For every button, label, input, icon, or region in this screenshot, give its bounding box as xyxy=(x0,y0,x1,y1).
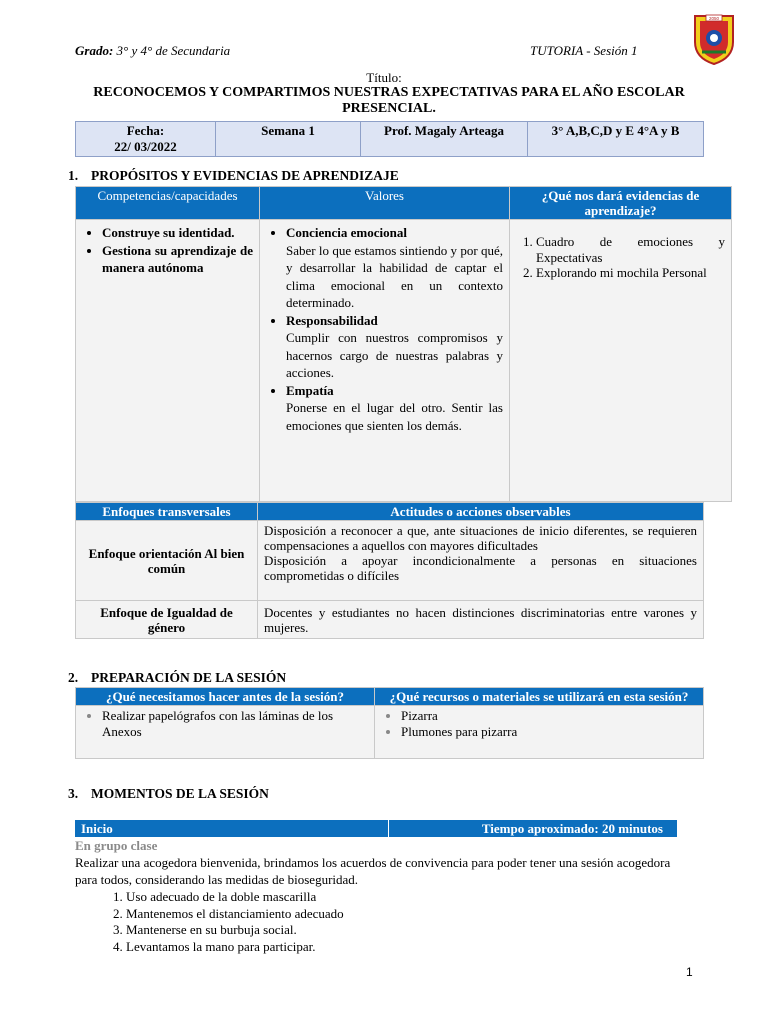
action-line: Disposición a reconocer a que, ante situaciones de inicio diferentes, se requieren compensaciones a aquellos con mayores dificultades xyxy=(264,523,697,553)
enfoques-table xyxy=(75,502,704,639)
value-name: Empatía xyxy=(286,382,334,398)
steps-list xyxy=(75,889,344,955)
week-cell: Semana 1 xyxy=(216,122,361,157)
list-item: • Pizarra xyxy=(401,708,697,724)
session-info-table xyxy=(75,121,704,157)
evidencias-cell xyxy=(510,220,732,502)
recursos-cell xyxy=(375,706,704,759)
date-cell xyxy=(76,122,216,157)
competencias-header: Competencias/capacidades xyxy=(76,187,260,220)
value-desc: Ponerse en el lugar del otro. Sentir las emociones que sienten los demás. xyxy=(286,400,503,433)
list-item xyxy=(286,224,503,312)
teacher-cell: Prof. Magaly Arteaga xyxy=(361,122,528,157)
list-item xyxy=(286,312,503,382)
action-line: Docentes y estudiantes no hacen distinciones discriminatorias entre varones y mujeres. xyxy=(264,604,697,635)
value-name: Conciencia emocional xyxy=(286,225,407,240)
list-item: • Realizar papelógrafos con las láminas de los Anexos xyxy=(102,708,368,740)
section-1-number: 1. xyxy=(68,168,79,183)
grade-value: 3° y 4° de Secundaria xyxy=(113,43,231,58)
list-item: • Construye su identidad. xyxy=(102,224,253,242)
grades-cell: 3° A,B,C,D y E 4°A y B xyxy=(528,122,704,157)
date-label: Fecha: xyxy=(126,123,165,138)
enfoque-label: Enfoque de Igualdad de género xyxy=(76,601,258,639)
actitudes-header: Actitudes o acciones observables xyxy=(258,503,704,521)
section-3-title: MOMENTOS DE LA SESIÓN xyxy=(91,786,269,801)
svg-text:2050: 2050 xyxy=(708,16,720,21)
antes-header: ¿Qué necesitamos hacer antes de la sesión? xyxy=(76,688,375,706)
page-title: RECONOCEMOS Y COMPARTIMOS NUESTRAS EXPECTATIVAS PARA EL AÑO ESCOLAR PRESENCIAL. xyxy=(93,85,685,116)
page-number: 1 xyxy=(686,965,693,979)
section-2-title: PREPARACIÓN DE LA SESIÓN xyxy=(91,670,287,685)
evidencias-header: ¿Qué nos dará evidencias de aprendizaje? xyxy=(510,187,732,220)
tiempo-label: Tiempo aproximado: 20 minutos xyxy=(481,821,663,836)
session-label: TUTORIA - Sesión 1 xyxy=(530,43,638,58)
date-value: 22/ 03/2022 xyxy=(114,139,177,154)
list-item: 2. Mantenemos el distanciamiento adecuado xyxy=(126,906,344,923)
list-item: • Gestiona su aprendizaje de manera autónoma xyxy=(102,242,253,277)
enfoques-header: Enfoques transversales xyxy=(76,503,258,521)
group-label: En grupo clase xyxy=(75,838,158,853)
enfoque-actions xyxy=(258,601,704,639)
antes-cell xyxy=(76,706,375,759)
grade-label-key: Grado: xyxy=(75,43,114,58)
enfoque-actions xyxy=(258,521,704,601)
intro-paragraph: Realizar una acogedora bienvenida, brindamos los acuerdos de convivencia para poder tener una sesión acogedora para todos, considerando las medidas de bioseguridad. xyxy=(75,855,671,887)
section-1-heading xyxy=(68,168,399,184)
section-2-heading xyxy=(68,670,286,686)
section-2-number: 2. xyxy=(68,670,79,685)
recursos-header: ¿Qué recursos o materiales se utilizará en esta sesión? xyxy=(375,688,704,706)
competencias-cell xyxy=(76,220,260,502)
list-item: • Plumones para pizarra xyxy=(401,724,697,740)
inicio-divider xyxy=(388,820,389,837)
inicio-label: Inicio xyxy=(81,821,113,836)
list-item: 2. Explorando mi mochila Personal xyxy=(536,265,725,281)
valores-header: Valores xyxy=(260,187,510,220)
list-item: 3. Mantenerse en su burbuja social. xyxy=(126,922,344,939)
school-crest-icon xyxy=(692,12,736,66)
value-desc: Saber lo que estamos sintiendo y por qué, y desarrollar la habilidad de captar el clima emocional en un contexto determinado. xyxy=(286,242,503,310)
preparation-table xyxy=(75,687,704,759)
grade-label xyxy=(75,43,230,59)
list-item: 1. Uso adecuado de la doble mascarilla xyxy=(126,889,344,906)
section-3-number: 3. xyxy=(68,786,79,801)
enfoque-label: Enfoque orientación Al bien común xyxy=(76,521,258,601)
list-item: 1. Cuadro de emociones y Expectativas xyxy=(536,234,725,265)
purposes-table xyxy=(75,186,732,502)
value-name: Responsabilidad xyxy=(286,312,378,328)
valores-cell xyxy=(260,220,510,502)
list-item: 4. Levantamos la mano para participar. xyxy=(126,939,344,956)
section-3-heading xyxy=(68,786,269,802)
list-item xyxy=(286,382,503,435)
action-line: Disposición a apoyar incondicionalmente a personas en situaciones comprometidas o difíciles xyxy=(264,553,697,583)
inicio-bar xyxy=(75,820,677,837)
section-1-title: PROPÓSITOS Y EVIDENCIAS DE APRENDIZAJE xyxy=(91,168,399,183)
value-desc: Cumplir con nuestros compromisos y hacernos cargo de nuestras palabras y acciones. xyxy=(286,330,503,380)
title-label: Título: xyxy=(366,70,402,85)
